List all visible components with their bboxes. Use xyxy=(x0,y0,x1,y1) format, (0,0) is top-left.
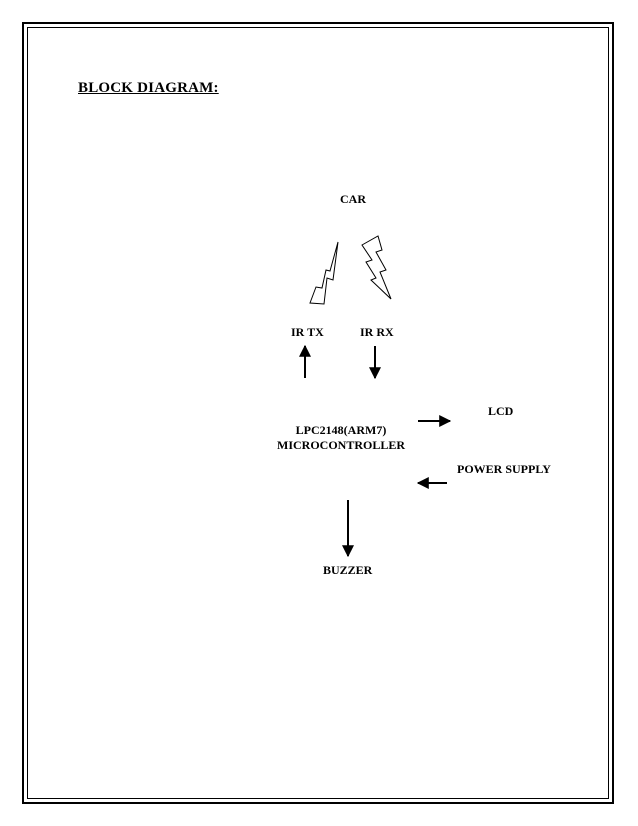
car-label: CAR xyxy=(340,192,366,206)
mcu-label-line2: MICROCONTROLLER xyxy=(276,438,406,452)
ir-rx-label: IR RX xyxy=(360,325,394,339)
buzzer-label: BUZZER xyxy=(323,563,373,577)
mcu-label-line1: LPC2148(ARM7) xyxy=(295,423,387,437)
page-title: BLOCK DIAGRAM: xyxy=(78,80,219,96)
rx-signal-icon xyxy=(362,236,391,299)
power-supply-label: POWER SUPPLY xyxy=(457,462,551,476)
tx-signal-icon xyxy=(310,242,338,304)
ir-tx-label: IR TX xyxy=(291,325,324,339)
lcd-label: LCD xyxy=(488,404,514,418)
